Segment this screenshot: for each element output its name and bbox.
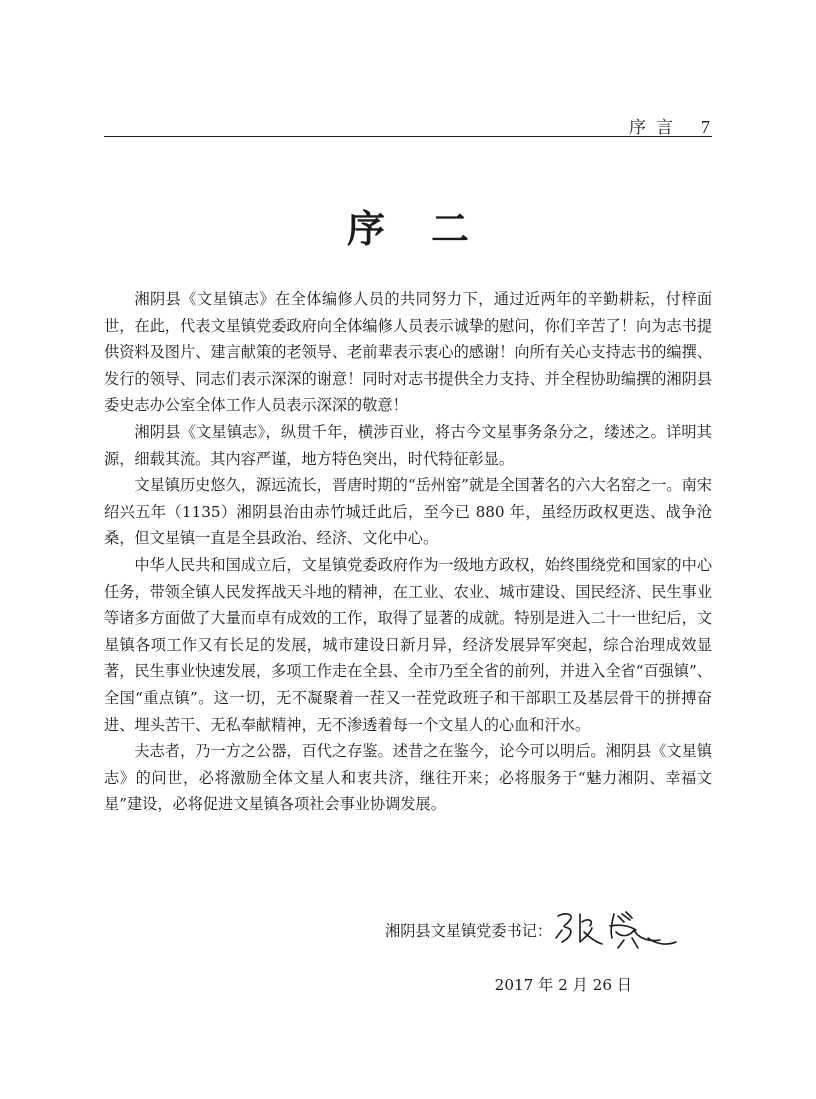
signature-label: 湘阴县文星镇党委书记：: [385, 921, 553, 940]
paragraph: 湘阴县《文星镇志》，纵贯千年，横涉百业，将古今文星事务条分之，缕述之。详明其源，细载其流。其内容严谨，地方特色突出，时代特征彰显。: [104, 422, 712, 468]
paragraph: 夫志者，乃一方之公器，百代之存鉴。述昔之在鉴今，论今可以明后。湘阴县《文星镇志》的问世，必将激励全体文星人和衷共济，继往开来；必将服务于“魅力湘阴、幸福文星”建设，必将促进文星镇各项社会事业协调发展。: [104, 742, 712, 814]
paragraph: 中华人民共和国成立后，文星镇党委政府作为一级地方政权，始终围绕党和国家的中心任务，带领全镇人民发挥战天斗地的精神，在工业、农业、城市建设、国民经济、民生事业等诸多方面做了大量而卓有成效的工作，取得了显著的成就。特别是进入二十一世纪后，文星镇各项工作又有长足的发展，城市建设日新月异，经济发展异军突起，综合治理成效显著，民生事业快速发展，多项工作走在全县、全市乃至全省的前列，并进入全省“百强镇”、全国“重点镇”。这一切，无不凝聚着一茬又一茬党政班子和干部职工及基层骨干的拼搏奋进、埋头苦干、无私奉献精神，无不渗透着每一个文星人的心血和汗水。: [104, 555, 712, 734]
handwritten-signature: [552, 908, 682, 952]
date-line: 2017 年 2 月 26 日: [494, 976, 632, 994]
signature-block: [385, 908, 682, 952]
page-title: 序二: [346, 206, 515, 251]
header-rule: [104, 136, 712, 137]
preface-body: [104, 286, 712, 818]
running-header: [104, 113, 712, 138]
paragraph: 湘阴县《文星镇志》在全体编修人员的共同努力下，通过近两年的辛勤耕耘，付梓面世，在此，代表文星镇党委政府向全体编修人员表示诚挚的慰问，你们辛苦了！向为志书提供资料及图片、建言献策的老领导、老前辈表示衷心的感谢！向所有关心支持志书的编撰、发行的领导、同志们表示深深的谢意！同时对志书提供全力支持、并全程协助编撰的湘阴县委史志办公室全体工作人员表示深深的敬意！: [104, 290, 712, 415]
page-number: 7: [701, 117, 712, 137]
paragraph: 文星镇历史悠久，源远流长，晋唐时期的“岳州窑”就是全国著名的六大名窑之一。南宋绍兴五年（1135）湘阴县治由赤竹城迁此后，至今已 880 年，虽经历政权更迭、战争沧桑，但文星镇一直是全县政治、经济、文化中心。: [104, 476, 712, 548]
header-section-title: 序言: [629, 118, 683, 138]
